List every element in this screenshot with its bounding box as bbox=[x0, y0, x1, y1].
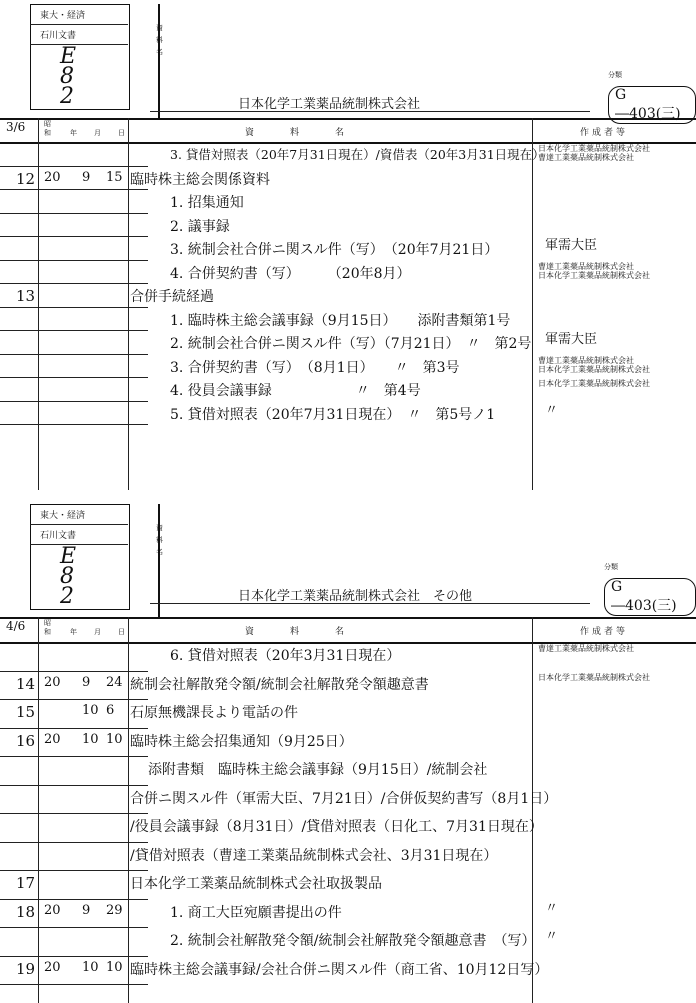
row-author: 軍需大臣 bbox=[545, 238, 598, 253]
row-month: 9 bbox=[82, 169, 91, 185]
label-university: 東大・経済 bbox=[40, 511, 86, 521]
row-document-text: 臨時株主総会議事録/会社合併ニ関スル件（商工省、10月12日写） bbox=[130, 961, 549, 978]
row-tick bbox=[128, 401, 148, 402]
row-left-rule bbox=[0, 377, 128, 378]
header-era: 昭和 bbox=[44, 619, 51, 636]
header-author: 作成者等 bbox=[580, 128, 629, 138]
row-author: 曹達工業薬品統制株式会社 日本化学工業薬品統制株式会社 bbox=[538, 261, 650, 280]
row-tick bbox=[128, 956, 148, 957]
row-tick bbox=[128, 870, 148, 871]
classification-code: G ―403(三) bbox=[608, 86, 696, 124]
classification-label: 分類 bbox=[604, 563, 618, 571]
column-line bbox=[38, 118, 39, 490]
row-document-text: 6. 貸借対照表（20年3月31日現在） bbox=[170, 648, 401, 664]
document-title: 日本化学工業薬品統制株式会社 bbox=[238, 97, 421, 112]
row-author: 曹達工業薬品統制株式会社 日本化学工業薬品統制株式会社 bbox=[538, 355, 650, 374]
row-document-text: 日本化学工業薬品統制株式会社取扱製品 bbox=[130, 876, 382, 892]
row-tick bbox=[128, 756, 148, 757]
row-left-rule bbox=[0, 756, 128, 757]
row-number: 18 bbox=[16, 902, 36, 921]
row-left-rule bbox=[0, 899, 128, 900]
row-document-text: 4. 役員会議事録 〃 第4号 bbox=[170, 383, 421, 399]
row-year: 20 bbox=[44, 959, 61, 975]
row-document-text: 添附書類 臨時株主総会議事録（9月15日）/統制会社 bbox=[148, 762, 488, 778]
label-code-0: E bbox=[60, 544, 77, 569]
row-left-rule bbox=[0, 671, 128, 672]
column-line bbox=[532, 118, 533, 490]
label-code-2: 2 bbox=[60, 584, 74, 609]
row-tick bbox=[128, 728, 148, 729]
row-document-text: 合併手続経過 bbox=[130, 289, 214, 305]
row-document-text: 合併ニ関スル件（軍需大臣、7月21日）/合併仮契約書写（8月1日） bbox=[130, 790, 558, 807]
row-tick bbox=[128, 899, 148, 900]
row-tick bbox=[128, 927, 148, 928]
row-number: 16 bbox=[16, 731, 36, 750]
row-left-rule bbox=[0, 956, 128, 957]
row-left-rule bbox=[0, 842, 128, 843]
header-month: 月 bbox=[94, 628, 101, 636]
label-code-1: 8 bbox=[60, 564, 74, 589]
row-tick bbox=[128, 377, 148, 378]
row-author: 軍需大臣 bbox=[545, 332, 598, 347]
row-left-rule bbox=[0, 870, 128, 871]
label-divider bbox=[30, 44, 128, 45]
column-line bbox=[38, 617, 39, 1003]
row-number: 14 bbox=[16, 674, 36, 693]
row-document-text: 1. 商工大臣宛願書提出の件 bbox=[170, 904, 342, 921]
row-tick bbox=[128, 189, 148, 190]
row-author: 〃 bbox=[545, 900, 559, 916]
row-tick bbox=[128, 699, 148, 700]
row-document-text: 臨時株主総会招集通知（9月25日） bbox=[130, 733, 353, 750]
doc-name-label: 資料名 bbox=[156, 524, 163, 556]
row-document-text: 1. 招集通知 bbox=[170, 195, 244, 211]
row-left-rule bbox=[0, 813, 128, 814]
table-top-line bbox=[0, 118, 696, 120]
row-tick bbox=[128, 842, 148, 843]
table-top-line bbox=[0, 617, 696, 619]
row-tick bbox=[128, 354, 148, 355]
row-tick bbox=[128, 330, 148, 331]
row-tick bbox=[128, 236, 148, 237]
label-divider bbox=[30, 524, 128, 525]
row-document-text: /役員会議事録（8月31日）/貸借対照表（日化工、7月31日現在） bbox=[130, 819, 543, 835]
row-day: 29 bbox=[106, 902, 123, 918]
row-author: 日本化学工業薬品統制株式会社 bbox=[538, 379, 650, 388]
row-left-rule bbox=[0, 728, 128, 729]
row-day: 15 bbox=[106, 169, 123, 185]
row-document-text: 2. 統制会社合併ニ関スル件（写）（7月21日） 〃 第2号 bbox=[170, 336, 532, 352]
row-left-rule bbox=[0, 927, 128, 928]
row-left-rule bbox=[0, 260, 128, 261]
row-author: 〃 bbox=[545, 929, 559, 944]
row-day: 6 bbox=[106, 703, 115, 718]
row-tick bbox=[128, 307, 148, 308]
row-left-rule bbox=[0, 283, 128, 284]
classification-code: G ―403(三) bbox=[604, 578, 696, 616]
row-number: 15 bbox=[16, 703, 36, 721]
header-era: 昭和 bbox=[44, 120, 51, 137]
row-tick bbox=[128, 813, 148, 814]
row-document-text: 3. 合併契約書（写） （8月1日） 〃 第3号 bbox=[170, 359, 460, 376]
page-number: 4/6 bbox=[6, 619, 26, 633]
row-author: 日本化学工業薬品統制株式会社 曹達工業薬品統制株式会社 bbox=[538, 144, 650, 162]
row-number: 13 bbox=[16, 287, 36, 305]
row-day: 24 bbox=[106, 674, 123, 690]
row-tick bbox=[128, 424, 148, 425]
label-collection: 石川文書 bbox=[40, 31, 77, 41]
row-left-rule bbox=[0, 213, 128, 214]
label-collection: 石川文書 bbox=[40, 531, 77, 541]
row-number: 12 bbox=[16, 169, 36, 188]
row-document-text: 臨時株主総会関係資料 bbox=[130, 171, 270, 188]
row-year: 20 bbox=[44, 731, 61, 747]
label-university: 東大・経済 bbox=[40, 11, 86, 21]
title-underline bbox=[150, 111, 590, 112]
row-left-rule bbox=[0, 354, 128, 355]
row-month: 10 bbox=[82, 703, 99, 718]
header-year: 年 bbox=[70, 129, 77, 137]
row-tick bbox=[128, 260, 148, 261]
classification-label: 分類 bbox=[608, 71, 622, 79]
row-tick bbox=[128, 984, 148, 985]
row-author: 日本化学工業薬品統制株式会社 bbox=[538, 672, 650, 682]
row-tick bbox=[128, 213, 148, 214]
header-author: 作成者等 bbox=[580, 627, 629, 637]
row-tick bbox=[128, 166, 148, 167]
row-number: 19 bbox=[16, 959, 36, 978]
row-month: 10 bbox=[82, 959, 99, 975]
row-left-rule bbox=[0, 330, 128, 331]
label-divider bbox=[30, 24, 128, 25]
row-left-rule bbox=[0, 984, 128, 985]
row-author: 〃 bbox=[545, 402, 559, 418]
row-month: 9 bbox=[82, 674, 91, 690]
row-left-rule bbox=[0, 307, 128, 308]
row-day: 10 bbox=[106, 731, 123, 747]
row-document-text: 2. 統制会社解散発令額/統制会社解散発令額趣意書 （写） bbox=[170, 933, 536, 949]
header-document-name: 資 料 名 bbox=[245, 128, 351, 138]
document-title: 日本化学工業薬品統制株式会社 その他 bbox=[238, 589, 473, 604]
row-number: 17 bbox=[16, 874, 36, 892]
row-document-text: /貸借対照表（曹達工業薬品統制株式会社、3月31日現在） bbox=[130, 847, 498, 864]
header-day: 日 bbox=[118, 628, 125, 636]
row-day: 10 bbox=[106, 959, 123, 975]
row-document-text: 1. 臨時株主総会議事録（9月15日） 添附書類第1号 bbox=[170, 312, 511, 329]
label-code-0: E bbox=[60, 44, 77, 69]
row-left-rule bbox=[0, 236, 128, 237]
header-day: 日 bbox=[118, 129, 125, 137]
row-document-text: 4. 合併契約書（写） （20年8月） bbox=[170, 265, 411, 282]
column-line bbox=[128, 617, 129, 1003]
row-year: 20 bbox=[44, 902, 61, 918]
column-line bbox=[128, 118, 129, 490]
row-month: 10 bbox=[82, 731, 99, 747]
page-number: 3/6 bbox=[6, 120, 26, 134]
label-code-2: 2 bbox=[60, 84, 74, 109]
title-underline bbox=[150, 603, 590, 604]
row-document-text: 石原無機課長より電話の件 bbox=[130, 705, 298, 721]
row-left-rule bbox=[0, 189, 128, 190]
row-document-text: 3. 貸借対照表（20年7月31日現在）/資借表（20年3月31日現在） bbox=[170, 147, 545, 162]
row-left-rule bbox=[0, 424, 128, 425]
row-document-text: 統制会社解散発令額/統制会社解散発令額趣意書 bbox=[130, 676, 429, 693]
doc-name-label: 資料名 bbox=[156, 24, 163, 56]
row-left-rule bbox=[0, 699, 128, 700]
row-left-rule bbox=[0, 166, 128, 167]
row-year: 20 bbox=[44, 674, 61, 690]
label-code-1: 8 bbox=[60, 64, 74, 89]
row-document-text: 2. 議事録 bbox=[170, 218, 230, 235]
header-month: 月 bbox=[94, 129, 101, 137]
row-left-rule bbox=[0, 401, 128, 402]
row-month: 9 bbox=[82, 902, 91, 918]
label-divider bbox=[30, 544, 128, 545]
row-document-text: 3. 統制会社合併ニ関スル件（写） （20年7月21日） bbox=[170, 242, 499, 258]
row-document-text: 5. 貸借対照表（20年7月31日現在） 〃 第5号ノ1 bbox=[170, 406, 496, 423]
row-tick bbox=[128, 785, 148, 786]
row-tick bbox=[128, 671, 148, 672]
row-tick bbox=[128, 283, 148, 284]
row-author: 曹達工業薬品統制株式会社 bbox=[538, 644, 634, 653]
row-year: 20 bbox=[44, 169, 61, 185]
header-year: 年 bbox=[70, 628, 77, 636]
row-left-rule bbox=[0, 785, 128, 786]
header-document-name: 資 料 名 bbox=[245, 627, 351, 637]
